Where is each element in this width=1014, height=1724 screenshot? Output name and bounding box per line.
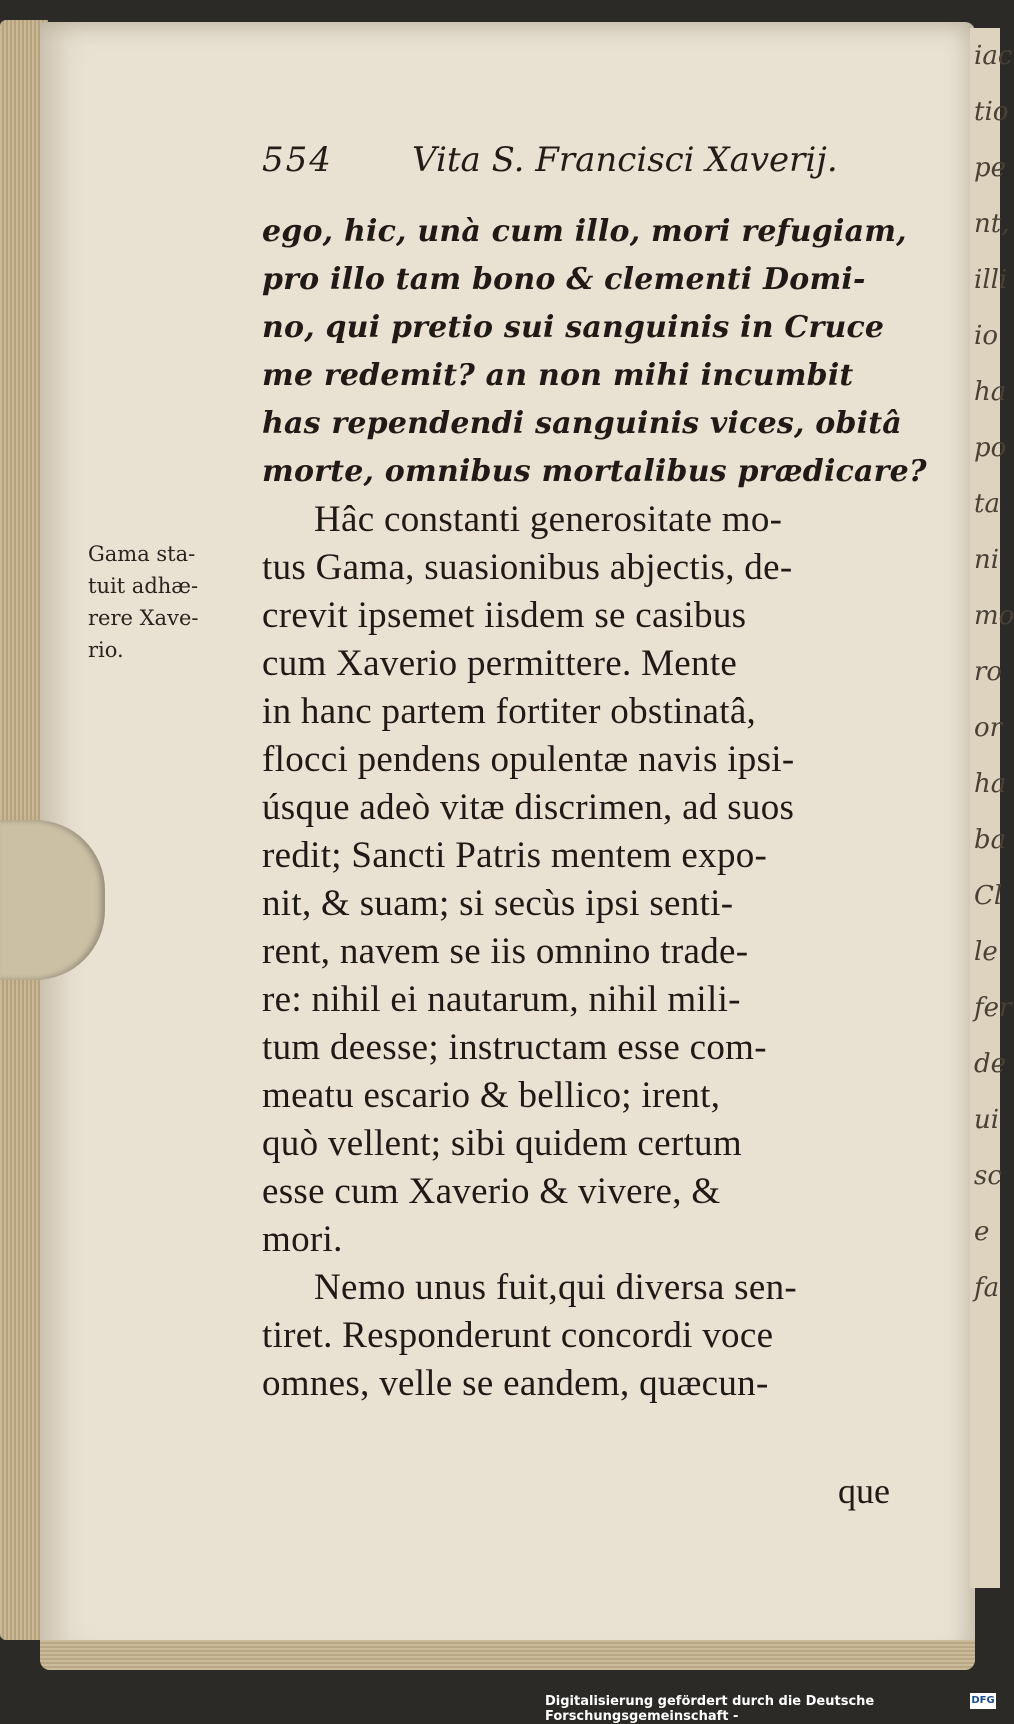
marginal-note-line: Gama sta- [88,542,196,566]
marginal-note [88,538,248,666]
page-number: 554 [262,140,333,180]
running-title: Vita S. Francisci Xaverij. [412,140,838,180]
text-line: quò vellent; sibi quidem certum [262,1123,742,1164]
marginal-note-line: rere Xave- [88,606,199,630]
text-line: tum deesse; instructam esse com- [262,1027,767,1068]
text-line: ego, hic, unà cum illo, mori refugiam, [262,214,907,249]
body-text [262,208,927,1408]
text-line: rent, navem se iis omnino trade- [262,931,749,972]
text-line: has rependendi sanguinis vices, obitâ [262,406,902,441]
text-line: cum Xaverio permittere. Mente [262,643,738,684]
dfg-logo: DFG [970,1693,996,1709]
adjacent-page-fragment: ha [974,377,1007,407]
text-line: nit, & suam; si secùs ipsi senti- [262,883,734,924]
adjacent-page-fragment: ta [974,489,1000,519]
adjacent-page-fragment: e [974,1217,990,1247]
book-bottom-edge [40,1640,975,1670]
text-line: meatu escario & bellico; irent, [262,1075,721,1116]
adjacent-page-fragment: iac [974,41,1013,71]
text-line: úsque adeò vitæ discrimen, ad suos [262,787,795,828]
adjacent-page-fragment: ba [974,825,1007,855]
adjacent-page-fragment: fa [974,1273,1000,1303]
text-line: tus Gama, suasionibus abjectis, de- [262,547,793,588]
marginal-note-line: tuit adhæ- [88,574,199,598]
adjacent-page-fragment: de [974,1049,1007,1079]
digitization-credit: Digitalisierung gefördert durch die Deutsche Forschungsgemeinschaft - [545,1694,875,1724]
adjacent-page-fragment: ui [974,1105,1000,1135]
adjacent-page-fragment: ro [974,657,1003,687]
adjacent-page-fragment: or [974,713,1003,743]
adjacent-page-fragment: pe [974,153,1007,183]
paragraph-2 [262,1264,922,1408]
adjacent-page-fragment: mo [974,601,1014,631]
text-line: no, qui pretio sui sanguinis in Cruce [262,310,885,345]
marginal-note-line: rio. [88,638,124,662]
adjacent-page-fragment: illi [974,265,1008,295]
paragraph-1 [262,496,922,1264]
text-line: omnes, velle se eandem, quæcun- [262,1363,769,1404]
adjacent-page-fragment: ha [974,769,1007,799]
text-line: re: nihil ei nautarum, nihil mili- [262,979,741,1020]
adjacent-page-fragment: ni [974,545,1000,575]
adjacent-page-fragment: po [974,433,1007,463]
italic-quotation [262,208,927,496]
text-line: esse cum Xaverio & vivere, & [262,1171,721,1212]
catchword: que [838,1471,890,1511]
text-line: Hâc constanti generositate mo- [314,499,783,540]
adjacent-page-fragment: tio [974,97,1009,127]
text-line: Nemo unus fuit,qui diversa sen- [314,1267,798,1308]
adjacent-page-edge [970,28,1014,1588]
text-line: tiret. Responderunt concordi voce [262,1315,774,1356]
adjacent-page-fragment: sc [974,1161,1002,1191]
adjacent-page-fragment: fer [974,993,1012,1023]
adjacent-page-fragment: Cl [974,881,1003,911]
text-line: crevit ipsemet iisdem se casibus [262,595,747,636]
text-line: mori. [262,1219,343,1260]
text-line: in hanc partem fortiter obstinatâ, [262,691,757,732]
text-line: morte, omnibus mortalibus prædicare? [262,454,927,489]
text-line: me redemit? an non mihi incumbit [262,358,854,393]
text-line: pro illo tam bono & clementi Domi- [262,262,866,297]
page-header [262,140,882,190]
text-line: redit; Sancti Patris mentem expo- [262,835,768,876]
adjacent-page-fragment: nt, [974,209,1010,239]
adjacent-page-fragment: le [974,937,998,967]
adjacent-page-fragment: io [974,321,998,351]
text-line: flocci pendens opulentæ navis ipsi- [262,739,795,780]
